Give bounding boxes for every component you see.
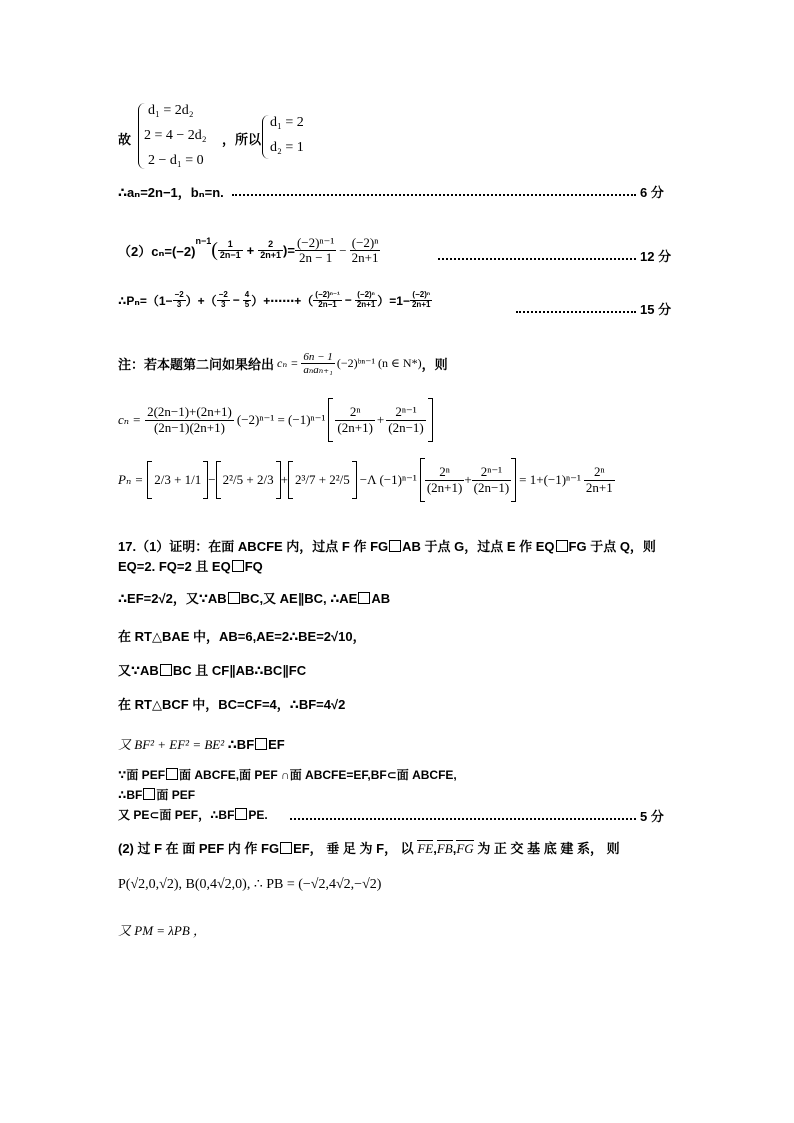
q17-last: 又 PM = λPB ，	[118, 923, 207, 938]
dot-leader	[232, 194, 636, 196]
perp-box	[228, 592, 240, 604]
q17-line1: 17.（1）证明：在面 ABCFE 内，过点 F 作 FG AB 于点 G，过点 E 作 EQ FG 于点 Q，则	[118, 539, 656, 554]
score-12: 12 分	[640, 249, 672, 264]
perp-box	[255, 738, 267, 750]
dot-leader	[438, 258, 636, 260]
q17-line4: 在 RT△BAE 中，AB=6,AE=2∴BE=2√10，	[118, 629, 366, 644]
perp-box	[358, 592, 370, 604]
q17-line7: 又 BF² + EF² = BE² ∴BF EF	[118, 737, 285, 752]
system2-eq2: d₂ = 1	[270, 140, 304, 155]
system1-eq2: 2 = 4 − 2d₂	[144, 128, 207, 143]
score-5: 5 分	[640, 809, 664, 824]
q17-line9: ∴BF 面 PEF	[118, 788, 196, 802]
system1-eq3: 2 − d₁ = 0	[148, 153, 204, 168]
q17-line2: EQ=2. FQ=2 且 EQ FQ	[118, 559, 263, 574]
cn-expanded: cₙ = $\frac{2(2n-1)+(2n+1)}{(2n-1)(2n+1)}$ (−2)ⁿ⁻¹ = (−1)ⁿ⁻¹ $\frac{\text{2ⁿ}}{(2n+1)}$ + $\frac{\text{2ⁿ⁻¹}}{(2n-1)}$	[118, 398, 433, 442]
q17-line5: 又∵AB BC 且 CF∥AB∴BC∥FC	[118, 663, 307, 678]
cn-frac3: $\frac{\text{(−2)ⁿ⁻¹}}{2n - 1}$	[296, 235, 335, 266]
an-bn-result: ∴aₙ=2n−1，bₙ=n.	[118, 185, 224, 200]
score-6: 6 分	[640, 185, 664, 200]
perp-box	[389, 540, 401, 552]
cn-exp: n−1	[195, 236, 212, 246]
perp-box	[556, 540, 568, 552]
gu-label: 故	[118, 132, 132, 147]
q17-line8: ∵面 PEF 面 ABCFE,面 PEF ∩面 ABCFE=EF,BF⊂面 ABCFE,	[118, 768, 457, 782]
q17-line3: ∴EF=2√2，又∵AB BC,又 AE∥BC, ∴AE AB	[118, 591, 391, 606]
perp-box	[143, 788, 155, 800]
perp-box	[280, 842, 292, 854]
q17-part2-line1: (2) 过 F 在 面 PEF 内 作 FG EF， 垂 足 为 F， 以 FE,FB,FG 为 正 交 基 底 建 系， 则	[118, 841, 620, 856]
suoyi-label: ，所以	[222, 132, 262, 147]
cn-frac4: $\frac{\text{(−2)ⁿ}}{2n+1}$	[351, 235, 379, 266]
cn-frac1: $\frac{1}{2n-1}$	[219, 239, 241, 261]
q17-line10: 又 PE⊂面 PEF，∴BF PE.	[118, 808, 268, 822]
pn-sum: ∴Pₙ=（1− $\frac{-2}{3}$ ）+（ $\frac{-2}{3}$ − $\frac{4}{5}$ ）+⋯⋯+（ $\frac{\text{(−2)ⁿ⁻¹}}{2n-1}$ − $\frac{\text{(−2)ⁿ}}{2n+1}$ ）=1− $\frac{\text{(−2)ⁿ}}{2n+1}$	[118, 290, 431, 309]
cn-prefix: （2）cₙ=(−2)	[118, 244, 196, 260]
system2-eq1: d₁ = 2	[270, 115, 304, 130]
pn-expanded: Pₙ = 2/3 + 1/1 − 2²/5 + 2/3 + 2³/7 + 2²/5 −Λ (−1)ⁿ⁻¹ $\frac{\text{2ⁿ}}{(2n+1)}$ + $\frac{\text{2ⁿ⁻¹}}{(2n-1)}$ = 1+(−1)ⁿ⁻¹ $\frac{\text{2ⁿ}}{2n+1}$	[118, 458, 615, 502]
system-brace-2	[262, 115, 269, 159]
perp-box	[166, 768, 178, 780]
perp-box	[160, 664, 172, 676]
cn-formula: （2）cₙ=(−2) $^{n-1}$ ( $\frac{1}{2n-1}$ + $\frac{2}{2n+1}$ )= $\frac{\text{(−2)ⁿ⁻¹}}{2n - 1}$ − $\frac{\text{(−2)ⁿ}}{2n+1}$	[118, 235, 379, 266]
perp-box	[232, 560, 244, 572]
cn-frac2: $\frac{2}{2n+1}$	[260, 239, 282, 261]
dot-leader	[516, 311, 636, 313]
note-line: 注：若本题第二问如果给出 cₙ = $\frac{6n - 1}{\text{aₙaₙ₊₁}}$ (−2)ᵇⁿ⁻¹ (n ∈ N*) ，则	[118, 351, 448, 377]
perp-box	[235, 808, 247, 820]
dot-leader	[290, 818, 636, 820]
score-15: 15 分	[640, 302, 672, 317]
q17-coords: P(√2,0,√2), B(0,4√2,0), ∴ PB = (−√2,4√2,−√2)	[118, 877, 382, 892]
q17-line6: 在 RT△BCF 中，BC=CF=4，∴BF=4√2	[118, 697, 346, 712]
system1-eq1: d₁ = 2d₂	[148, 103, 194, 118]
